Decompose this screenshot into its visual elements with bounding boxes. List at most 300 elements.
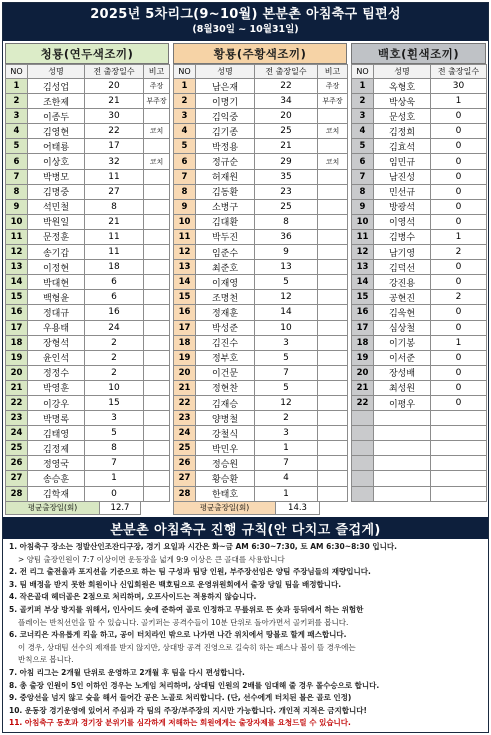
appearance-count: 16 [85, 305, 144, 320]
player-name: 김기종 [196, 124, 255, 139]
player-role [144, 184, 170, 199]
row-number: 17 [174, 320, 196, 335]
row-number: 21 [174, 380, 196, 395]
table-row [6, 245, 170, 260]
table-row [174, 79, 348, 94]
rule-line: 3. 팀 배정을 받지 못한 회원이나 신입회원은 백호팀으로 운영위원회에서 출장 당일 팀을 배정합니다. [9, 579, 342, 589]
appearance-count: 22 [255, 79, 318, 94]
player-name [374, 441, 431, 456]
table-row [174, 305, 348, 320]
player-role [144, 486, 170, 501]
table-row [352, 471, 487, 486]
appearance-count: 1 [431, 94, 487, 109]
player-role [318, 214, 348, 229]
player-name: 박민우 [196, 441, 255, 456]
table-row [352, 456, 487, 471]
appearance-count: 15 [85, 395, 144, 410]
appearance-count: 0 [431, 184, 487, 199]
appearance-count: 36 [255, 229, 318, 244]
appearance-count: 11 [85, 245, 144, 260]
row-number: 15 [6, 290, 28, 305]
player-role [318, 109, 348, 124]
appearance-count: 20 [85, 79, 144, 94]
appearance-count [431, 426, 487, 441]
row-number: 17 [352, 320, 374, 335]
player-name: 우용태 [28, 320, 85, 335]
player-name: 이건문 [196, 365, 255, 380]
player-name: 김명중 [28, 184, 85, 199]
appearance-count: 0 [431, 365, 487, 380]
table-row [6, 305, 170, 320]
team-name: 황룡(주황색조끼) [173, 43, 347, 64]
table-row [6, 395, 170, 410]
table-row [174, 380, 348, 395]
row-number: 19 [352, 350, 374, 365]
appearance-count: 7 [255, 365, 318, 380]
row-number: 13 [174, 260, 196, 275]
player-role [144, 139, 170, 154]
rules-title: 본분촌 아침축구 진행 규칙(안 다치고 즐겁게) [3, 517, 488, 539]
player-name: 김덕선 [374, 260, 431, 275]
appearance-count: 25 [255, 199, 318, 214]
row-number: 21 [6, 380, 28, 395]
appearance-count: 7 [255, 456, 318, 471]
player-name: 정재훈 [196, 305, 255, 320]
player-name: 김성업 [28, 79, 85, 94]
table-row [6, 109, 170, 124]
appearance-count: 9 [255, 245, 318, 260]
column-header-days: 전 출장일수 [255, 65, 318, 79]
appearance-count: 0 [431, 214, 487, 229]
player-name: 정영국 [28, 456, 85, 471]
table-row [352, 395, 487, 410]
row-number: 15 [352, 290, 374, 305]
player-role [318, 260, 348, 275]
row-number: 23 [6, 411, 28, 426]
player-name: 이정현 [28, 260, 85, 275]
roster-table [5, 64, 170, 502]
row-number [352, 471, 374, 486]
table-row [6, 350, 170, 365]
table-row [174, 184, 348, 199]
table-row [352, 169, 487, 184]
appearance-count [431, 441, 487, 456]
appearance-count: 0 [431, 275, 487, 290]
row-number: 27 [6, 471, 28, 486]
table-row [174, 335, 348, 350]
player-name [374, 426, 431, 441]
appearance-count: 10 [85, 380, 144, 395]
team-tables [3, 41, 488, 517]
appearance-count: 8 [85, 441, 144, 456]
rule-line: 반칙으로 봅니다. [18, 655, 74, 665]
player-name: 김동환 [196, 184, 255, 199]
appearance-count: 30 [431, 79, 487, 94]
table-row [174, 395, 348, 410]
player-role [318, 290, 348, 305]
table-row [352, 486, 487, 501]
appearance-count: 8 [85, 199, 144, 214]
rule-line: 2. 전 리그 출전율과 포지션을 기준으로 하는 팀 구성과 팀당 인원, 부주장선임은 양팀 주장님들의 재량입니다. [9, 567, 371, 577]
average-row [5, 502, 169, 515]
player-role [144, 365, 170, 380]
period-subtitle: (8월30일 ~ 10월31일) [192, 24, 299, 35]
table-row [6, 275, 170, 290]
row-number [352, 411, 374, 426]
appearance-count: 21 [255, 139, 318, 154]
average-value: 12.7 [100, 502, 141, 515]
player-name: 심상철 [374, 320, 431, 335]
average-value: 14.3 [276, 502, 320, 515]
table-row [6, 486, 170, 501]
appearance-count: 12 [255, 290, 318, 305]
table-row [352, 260, 487, 275]
roster-table [173, 64, 348, 502]
appearance-count: 10 [255, 320, 318, 335]
table-row [352, 109, 487, 124]
player-name: 장형석 [28, 335, 85, 350]
row-number [352, 456, 374, 471]
player-role [318, 456, 348, 471]
table-row [174, 275, 348, 290]
player-name: 공현진 [374, 290, 431, 305]
row-number: 3 [174, 109, 196, 124]
row-number: 25 [6, 441, 28, 456]
rule-line: > 양팀 출장인원이 7:7 이상이면 운동장을 넓게 9:9 이상은 큰 골대를 사용합니다 [18, 554, 285, 564]
appearance-count: 24 [85, 320, 144, 335]
player-name: 소병구 [196, 199, 255, 214]
table-row [6, 426, 170, 441]
column-header-no: NO [6, 65, 28, 79]
player-name: 박정용 [196, 139, 255, 154]
player-role [144, 275, 170, 290]
table-row [352, 124, 487, 139]
player-role [144, 290, 170, 305]
row-number: 5 [6, 139, 28, 154]
appearance-count: 35 [255, 169, 318, 184]
row-number: 2 [174, 94, 196, 109]
table-row [174, 471, 348, 486]
player-name: 이영석 [374, 214, 431, 229]
player-name: 윤인석 [28, 350, 85, 365]
player-role: 부주장 [144, 94, 170, 109]
player-name: 황승환 [196, 471, 255, 486]
appearance-count: 0 [431, 199, 487, 214]
player-name: 석민철 [28, 199, 85, 214]
player-name: 강철식 [196, 426, 255, 441]
player-role [144, 411, 170, 426]
table-row [6, 124, 170, 139]
player-name: 김정제 [28, 441, 85, 456]
table-row [352, 335, 487, 350]
appearance-count: 0 [431, 350, 487, 365]
rule-line: 6. 코너킥은 자유롭게 킥을 하고, 공이 터치라인 밖으로 나가면 나간 위치에서 땅볼로 할게 패스합니다. [9, 630, 347, 640]
row-number: 11 [352, 229, 374, 244]
appearance-count: 32 [85, 154, 144, 169]
player-name: 김익중 [196, 109, 255, 124]
table-row [174, 290, 348, 305]
table-row [174, 441, 348, 456]
row-number: 1 [352, 79, 374, 94]
team-name: 청룡(연두색조끼) [5, 43, 169, 64]
player-name: 허재원 [196, 169, 255, 184]
row-number: 7 [352, 169, 374, 184]
appearance-count: 18 [85, 260, 144, 275]
row-number: 8 [6, 184, 28, 199]
appearance-count: 4 [255, 471, 318, 486]
player-role [318, 245, 348, 260]
appearance-count: 0 [431, 109, 487, 124]
player-role [144, 395, 170, 410]
player-name [374, 456, 431, 471]
row-number: 16 [174, 305, 196, 320]
appearance-count: 1 [431, 335, 487, 350]
row-number: 20 [352, 365, 374, 380]
table-row [174, 169, 348, 184]
table-row [352, 229, 487, 244]
player-name: 박원일 [28, 214, 85, 229]
team-yellow-dragon [173, 43, 347, 515]
table-row [174, 245, 348, 260]
row-number: 19 [174, 350, 196, 365]
row-number: 7 [174, 169, 196, 184]
appearance-count: 8 [255, 214, 318, 229]
appearance-count: 2 [431, 290, 487, 305]
player-role [318, 199, 348, 214]
table-row [352, 184, 487, 199]
column-header-days: 전 출장일수 [431, 65, 487, 79]
player-role [318, 350, 348, 365]
player-name: 송승훈 [28, 471, 85, 486]
player-name: 남진성 [374, 169, 431, 184]
player-name: 방광석 [374, 199, 431, 214]
player-name: 정규순 [196, 154, 255, 169]
table-row [6, 365, 170, 380]
table-row [6, 441, 170, 456]
player-role [144, 260, 170, 275]
player-role [318, 335, 348, 350]
row-number: 13 [352, 260, 374, 275]
team-white-tiger [351, 43, 486, 502]
player-name [374, 471, 431, 486]
table-row [174, 426, 348, 441]
table-row [174, 124, 348, 139]
rule-line: 8. 총 출장 인원이 5인 이하인 경우는 노게임 처리하며, 상대팀 인원의 2배를 임대해 줄 경우 몰수승으로 합니다. [9, 680, 380, 690]
row-number: 12 [352, 245, 374, 260]
row-number: 22 [352, 395, 374, 410]
table-row [6, 79, 170, 94]
appearance-count: 0 [431, 260, 487, 275]
appearance-count: 0 [431, 124, 487, 139]
player-name: 송기갑 [28, 245, 85, 260]
player-role [318, 365, 348, 380]
row-number: 4 [6, 124, 28, 139]
appearance-count: 1 [255, 441, 318, 456]
row-number: 28 [6, 486, 28, 501]
row-number: 8 [174, 184, 196, 199]
player-role [318, 441, 348, 456]
row-number: 4 [174, 124, 196, 139]
table-row [352, 320, 487, 335]
row-number: 10 [6, 214, 28, 229]
row-number: 24 [6, 426, 28, 441]
player-role [144, 229, 170, 244]
rule-line: 이 경우, 상대팀 선수의 제재를 받지 않지만, 상대방 공격 진영으로 길숙히 하는 패스나 볼이 뜰 경우에는 [18, 642, 356, 652]
row-number: 1 [6, 79, 28, 94]
table-row [352, 79, 487, 94]
appearance-count: 0 [431, 380, 487, 395]
row-number: 22 [6, 395, 28, 410]
column-header-name: 성명 [196, 65, 255, 79]
table-row [6, 94, 170, 109]
player-role [318, 380, 348, 395]
table-row [352, 426, 487, 441]
appearance-count: 3 [255, 426, 318, 441]
table-row [6, 411, 170, 426]
appearance-count: 5 [85, 426, 144, 441]
player-name: 이강우 [28, 395, 85, 410]
appearance-count: 11 [85, 169, 144, 184]
row-number [352, 486, 374, 501]
row-number: 14 [352, 275, 374, 290]
header-banner [3, 3, 488, 41]
player-name: 정승원 [196, 456, 255, 471]
player-role [318, 275, 348, 290]
player-role [144, 214, 170, 229]
table-row [174, 229, 348, 244]
rule-line: 4. 작은골대 헤더골은 2점으로 처리하며, 오프사이드는 적용하지 않습니다. [9, 592, 257, 602]
appearance-count: 21 [85, 94, 144, 109]
rule-line: 5. 골키퍼 부상 방지를 위해서, 인사이드 숏에 준하여 골로 인정하고 무릎위로 뜬 숏과 등뒤에서 하는 위험한 [9, 604, 364, 614]
row-number: 20 [6, 365, 28, 380]
row-number [352, 441, 374, 456]
player-role [318, 169, 348, 184]
player-name: 이재영 [196, 275, 255, 290]
player-name: 문성호 [374, 109, 431, 124]
row-number: 12 [174, 245, 196, 260]
table-row [6, 229, 170, 244]
table-row [6, 214, 170, 229]
row-number: 6 [352, 154, 374, 169]
row-number: 10 [352, 214, 374, 229]
row-number: 21 [352, 380, 374, 395]
row-number: 23 [174, 411, 196, 426]
player-role [318, 229, 348, 244]
appearance-count: 0 [431, 169, 487, 184]
row-number: 18 [6, 335, 28, 350]
appearance-count: 3 [255, 335, 318, 350]
player-role: 부주장 [318, 94, 348, 109]
row-number: 16 [6, 305, 28, 320]
row-number: 9 [352, 199, 374, 214]
appearance-count: 29 [255, 154, 318, 169]
table-row [352, 199, 487, 214]
appearance-count: 5 [255, 275, 318, 290]
rule-line: 7. 아침 리그는 2개월 단위로 운영하고 2개월 후 팀을 다시 편성합니다. [9, 667, 245, 677]
table-row [174, 320, 348, 335]
row-number: 3 [352, 109, 374, 124]
appearance-count: 30 [85, 109, 144, 124]
row-number: 1 [174, 79, 196, 94]
row-number: 20 [174, 365, 196, 380]
column-header-note: 비고 [144, 65, 170, 79]
player-role [318, 471, 348, 486]
appearance-count: 3 [85, 411, 144, 426]
row-number: 2 [6, 94, 28, 109]
row-number: 17 [6, 320, 28, 335]
appearance-count: 5 [255, 380, 318, 395]
table-row [352, 290, 487, 305]
player-name: 박영훈 [28, 380, 85, 395]
player-name: 이평우 [374, 395, 431, 410]
player-name: 이서준 [374, 350, 431, 365]
appearance-count: 13 [255, 260, 318, 275]
appearance-count: 6 [85, 290, 144, 305]
table-row [174, 365, 348, 380]
column-header-note: 비고 [318, 65, 348, 79]
column-header-no: NO [174, 65, 196, 79]
player-name: 박대현 [28, 275, 85, 290]
roster-sheet [2, 2, 489, 733]
player-role [318, 139, 348, 154]
player-role [144, 320, 170, 335]
player-name: 정부호 [196, 350, 255, 365]
player-name: 김진수 [196, 335, 255, 350]
player-name: 남기영 [374, 245, 431, 260]
appearance-count: 34 [255, 94, 318, 109]
row-number: 10 [174, 214, 196, 229]
average-row [173, 502, 347, 515]
row-number: 25 [174, 441, 196, 456]
table-row [352, 380, 487, 395]
row-number: 6 [174, 154, 196, 169]
player-name: 김욱현 [374, 305, 431, 320]
player-name: 조명천 [196, 290, 255, 305]
table-row [352, 139, 487, 154]
player-role: 코치 [318, 154, 348, 169]
player-role [318, 426, 348, 441]
player-role [318, 411, 348, 426]
player-name: 김정희 [374, 124, 431, 139]
appearance-count [431, 411, 487, 426]
table-row [352, 411, 487, 426]
player-role [318, 486, 348, 501]
player-role: 주장 [318, 79, 348, 94]
column-header-name: 성명 [28, 65, 85, 79]
header-row [174, 65, 348, 79]
player-name: 문정훈 [28, 229, 85, 244]
table-row [6, 139, 170, 154]
appearance-count: 27 [85, 184, 144, 199]
table-row [174, 94, 348, 109]
player-role: 코치 [144, 154, 170, 169]
table-row [6, 456, 170, 471]
player-name: 김영현 [28, 124, 85, 139]
appearance-count: 11 [85, 229, 144, 244]
row-number: 24 [174, 426, 196, 441]
player-role [144, 471, 170, 486]
table-row [174, 411, 348, 426]
table-row [352, 305, 487, 320]
appearance-count: 0 [431, 395, 487, 410]
row-number: 14 [174, 275, 196, 290]
page-title: 2025년 5차리그(9~10월) 본분촌 아침축구 팀편성 [90, 7, 401, 22]
player-name: 김병수 [374, 229, 431, 244]
appearance-count: 2 [85, 335, 144, 350]
table-row [6, 184, 170, 199]
table-row [174, 139, 348, 154]
player-role [144, 245, 170, 260]
